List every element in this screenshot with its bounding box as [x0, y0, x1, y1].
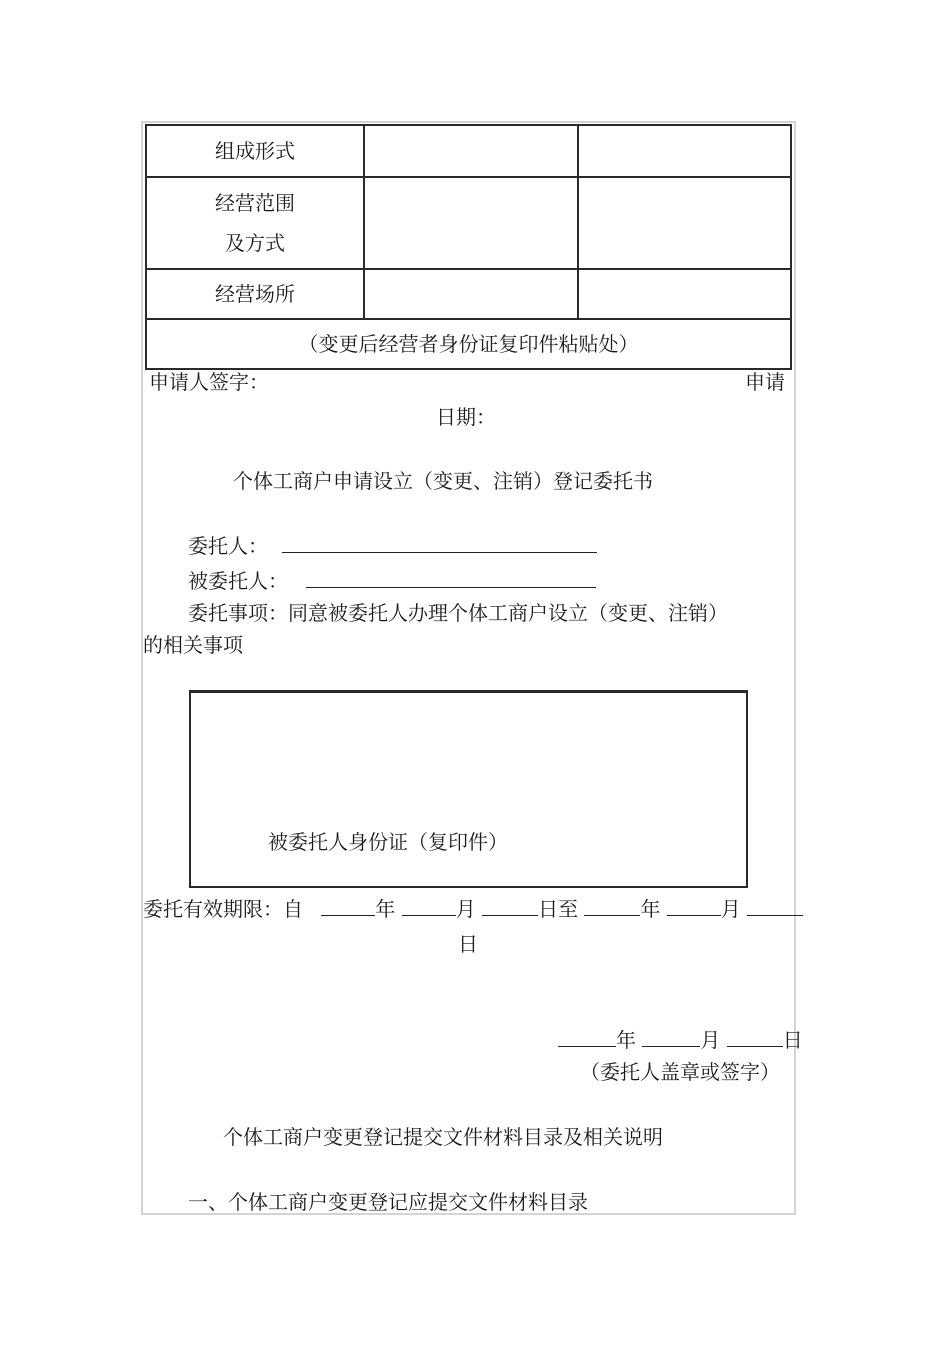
sign-month-field[interactable]: [642, 1024, 700, 1047]
composition-label: 组成形式: [146, 125, 364, 177]
entrust-title: 个体工商户申请设立（变更、注销）登记委托书: [233, 469, 653, 493]
business-scope-label-line1: 经营范围: [215, 191, 295, 215]
start-day-unit: 日至: [538, 897, 579, 921]
table-row: [146, 125, 791, 177]
end-month-unit: 月: [720, 897, 741, 921]
end-month-field[interactable]: [667, 893, 721, 916]
agent-label: 被委托人：: [188, 569, 288, 593]
catalog-section1-heading: 一、个体工商户变更登记应提交文件材料目录: [188, 1190, 588, 1214]
registration-table: [145, 124, 792, 370]
business-scope-after-cell[interactable]: [578, 177, 791, 269]
end-day-unit: 日: [458, 932, 478, 956]
validity-row: [143, 893, 803, 922]
sign-year-field[interactable]: [558, 1024, 616, 1047]
start-month-unit: 月: [455, 897, 476, 921]
business-scope-label-line2: 及方式: [225, 231, 285, 255]
start-month-field[interactable]: [402, 893, 456, 916]
sign-day-unit: 日: [782, 1028, 803, 1052]
composition-before-cell[interactable]: [364, 125, 578, 177]
end-day-field[interactable]: [747, 893, 803, 916]
premises-before-cell[interactable]: [364, 269, 578, 319]
start-day-field[interactable]: [482, 893, 538, 916]
start-year-field[interactable]: [321, 893, 375, 916]
id-copy-paste-area: （变更后经营者身份证复印件粘贴处）: [146, 319, 791, 369]
business-scope-label: [146, 177, 364, 269]
agent-id-copy-label: 被委托人身份证（复印件）: [268, 830, 508, 854]
agent-id-copy-box: [189, 690, 748, 888]
sign-month-unit: 月: [700, 1028, 721, 1052]
apply-label: 申请: [745, 370, 785, 394]
composition-after-cell[interactable]: [578, 125, 791, 177]
validity-label: 委托有效期限：自: [143, 897, 303, 921]
start-year-unit: 年: [375, 897, 396, 921]
catalog-title: 个体工商户变更登记提交文件材料目录及相关说明: [223, 1125, 663, 1149]
table-row: [146, 319, 791, 369]
end-year-field[interactable]: [584, 893, 640, 916]
table-row: [146, 269, 791, 319]
principal-sign-note: （委托人盖章或签字）: [580, 1060, 780, 1084]
agent-field[interactable]: [306, 565, 596, 588]
premises-after-cell[interactable]: [578, 269, 791, 319]
agent-row: [188, 565, 596, 594]
principal-field[interactable]: [282, 530, 597, 553]
principal-label: 委托人：: [188, 534, 268, 558]
applicant-signature-label: 申请人签字：: [149, 370, 269, 394]
business-scope-before-cell[interactable]: [364, 177, 578, 269]
principal-row: [188, 530, 597, 559]
sign-year-unit: 年: [616, 1028, 636, 1052]
apply-date-label: 日期：: [436, 405, 496, 429]
entrust-matter-line2: 的相关事项: [143, 633, 243, 657]
premises-label: 经营场所: [146, 269, 364, 319]
end-year-unit: 年: [640, 897, 661, 921]
sign-date-row: [558, 1024, 803, 1053]
table-row: [146, 177, 791, 269]
sign-day-field[interactable]: [727, 1024, 783, 1047]
entrust-matter-line1: 委托事项：同意被委托人办理个体工商户设立（变更、注销）: [188, 601, 728, 625]
